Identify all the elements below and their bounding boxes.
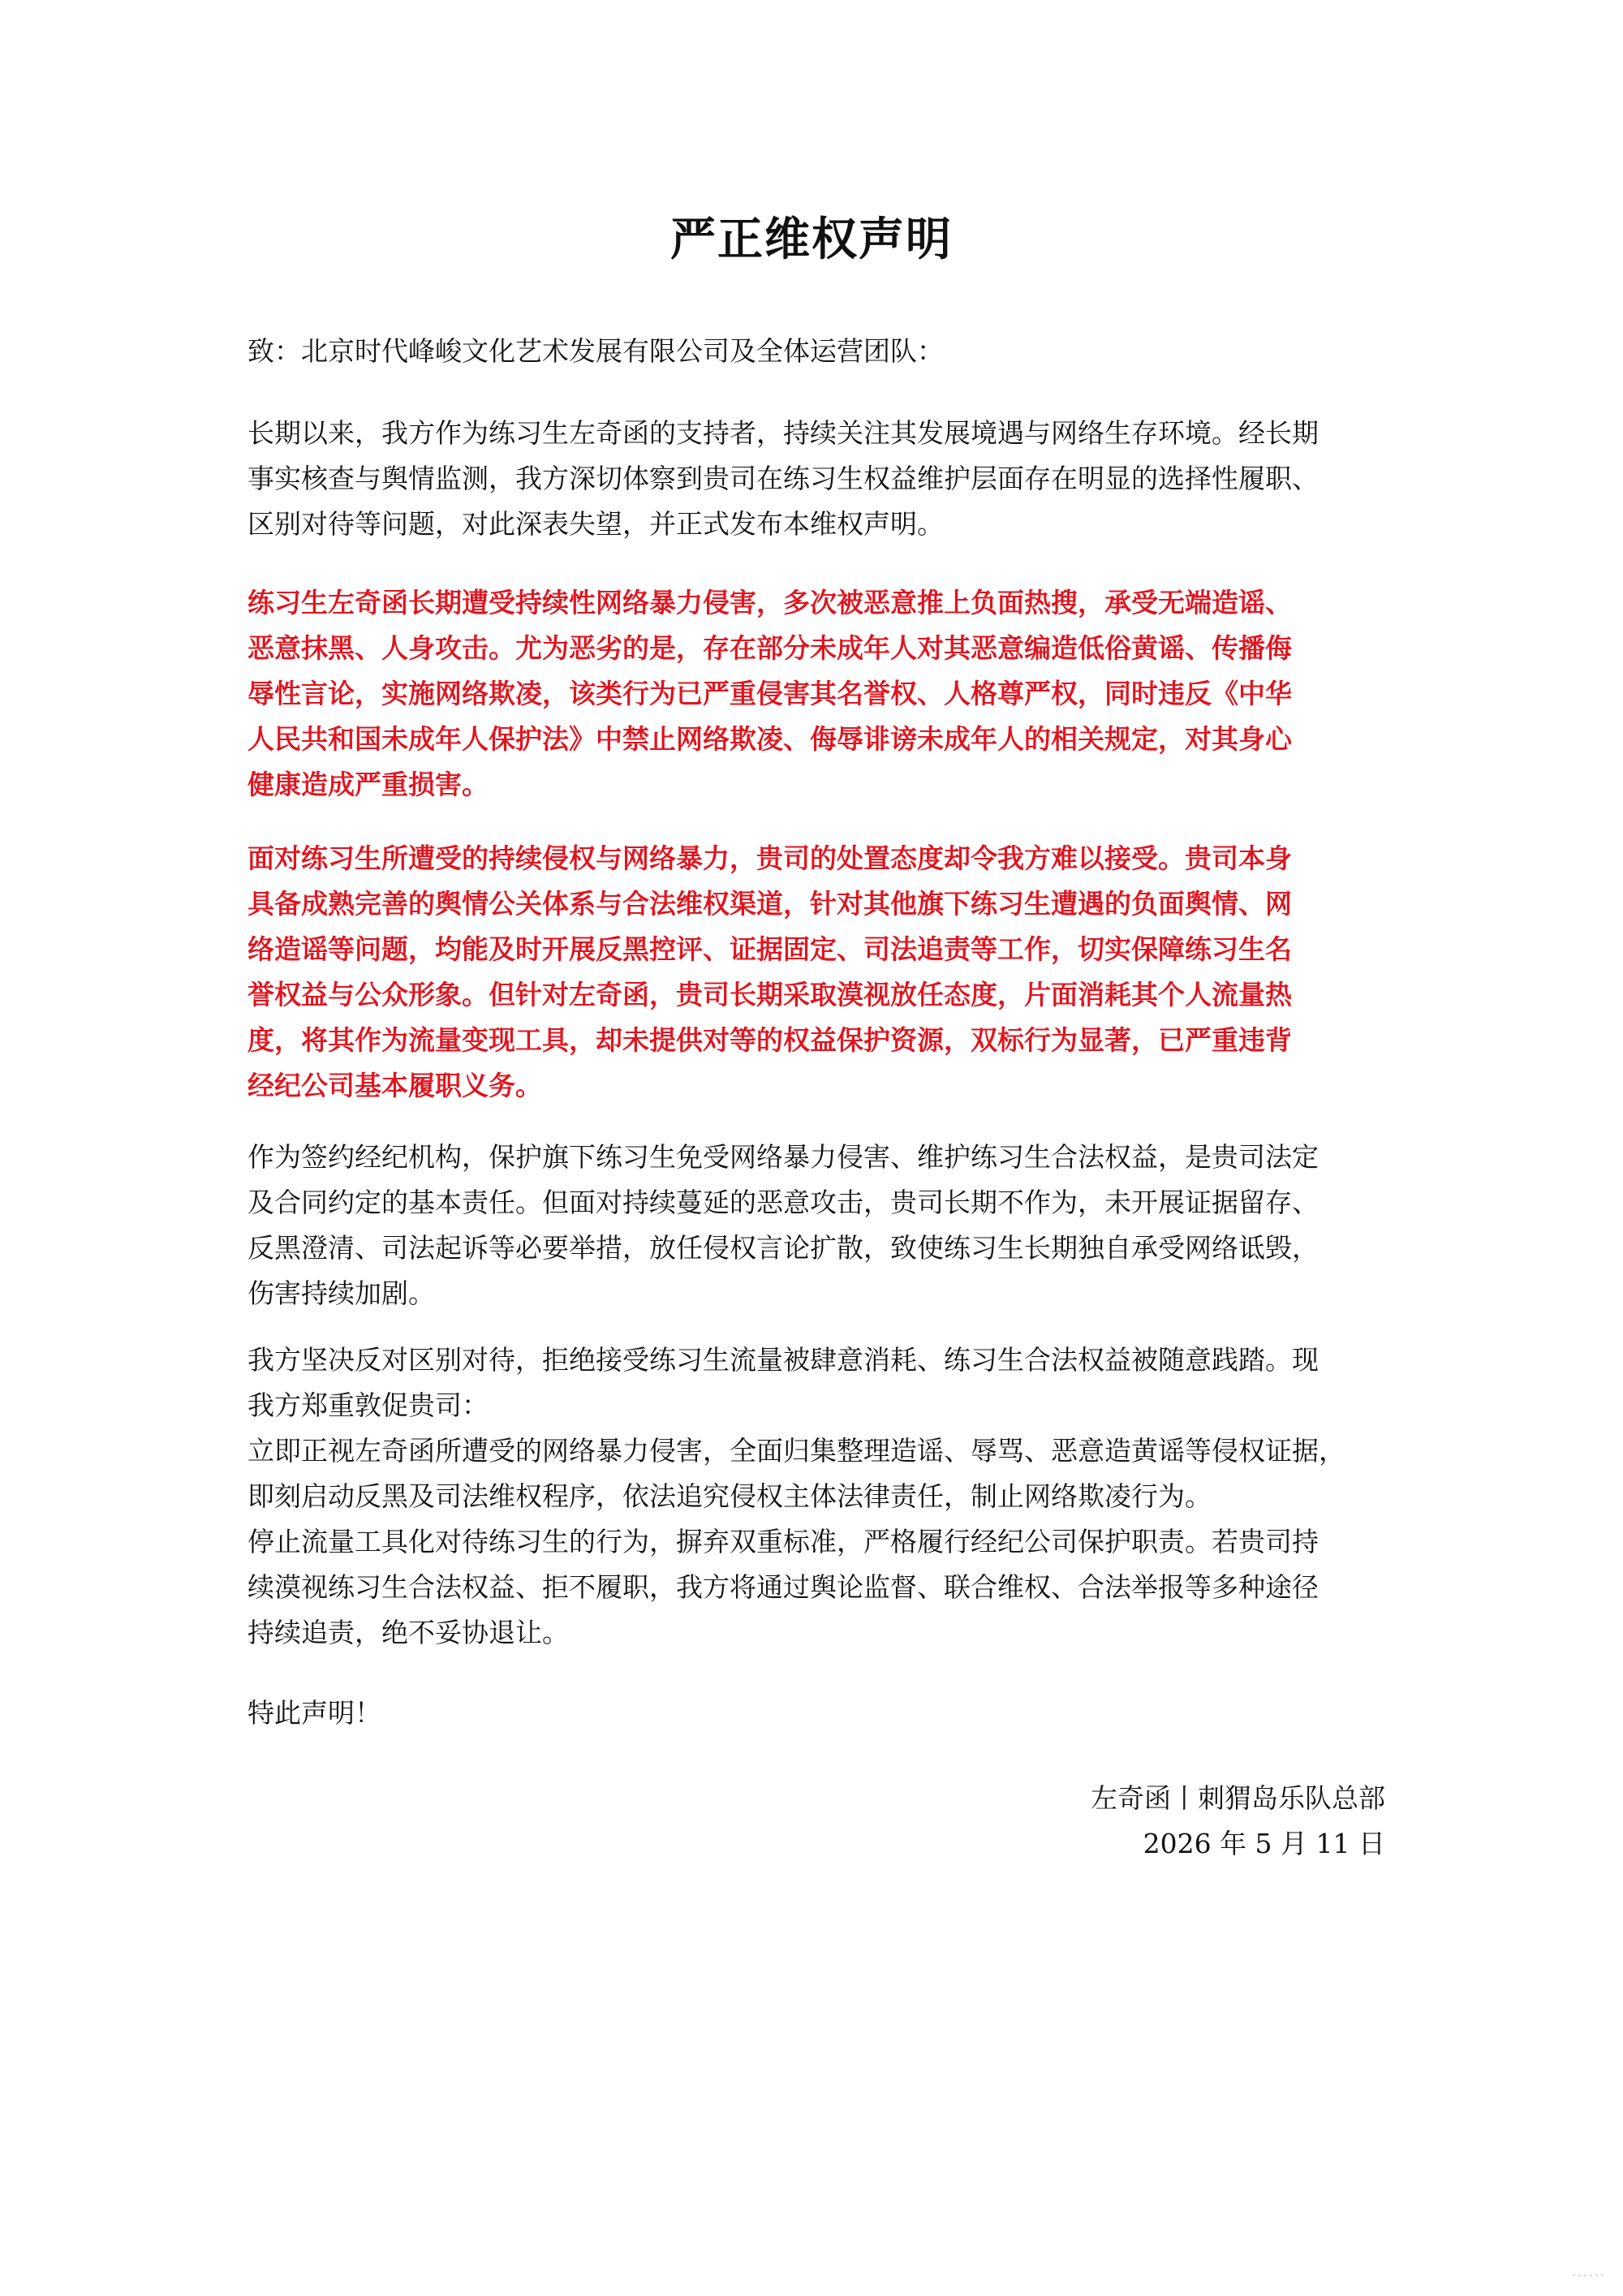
salutation-line: 致：北京时代峰峻文化艺术发展有限公司及全体运营团队： [248, 335, 944, 367]
paragraph-line: 经纪公司基本履职义务。 [248, 1070, 542, 1101]
paragraph-line: 我方郑重敦促贵司： [248, 1389, 489, 1421]
paragraph-line: 络造谣等问题，均能及时开展反黑控评、证据固定、司法追责等工作，切实保障练习生名 [248, 933, 1292, 965]
paragraph-double-standard-red [248, 836, 1390, 1109]
paragraph-demands [248, 1338, 1390, 1656]
paragraph-line: 我方坚决反对区别对待，拒绝接受练习生流量被肆意消耗、练习生合法权益被随意践踏。现 [248, 1344, 1319, 1376]
document-title: 严正维权声明 [670, 213, 953, 266]
closing-line: 特此声明！ [248, 1697, 381, 1729]
paragraph-line: 誉权益与公众形象。但针对左奇函，贵司长期采取漠视放任态度，片面消耗其个人流量热 [248, 979, 1292, 1010]
paragraph-intro [248, 411, 1390, 547]
paragraph-line: 长期以来，我方作为练习生左奇函的支持者，持续关注其发展境遇与网络生存环境。经长期 [248, 417, 1319, 449]
signature-block [1091, 1776, 1385, 1867]
paragraph-line: 人民共和国未成年人保护法》中禁止网络欺凌、侮辱诽谤未成年人的相关规定，对其身心 [248, 723, 1292, 755]
paragraph-line: 持续追责，绝不妥协退让。 [248, 1617, 569, 1648]
paragraph-line: 区别对待等问题，对此深表失望，并正式发布本维权声明。 [248, 508, 944, 540]
paragraph-line: 具备成熟完善的舆情公关体系与合法维权渠道，针对其他旗下练习生遭遇的负面舆情、网 [248, 888, 1292, 920]
paragraph-line: 辱性言论，实施网络欺凌，该类行为已严重侵害其名誉权、人格尊严权，同时违反《中华 [248, 678, 1292, 709]
paragraph-line: 停止流量工具化对待练习生的行为，摒弃双重标准，严格履行经纪公司保护职责。若贵司持 [248, 1526, 1319, 1557]
paragraph-line: 作为签约经纪机构，保护旗下练习生免受网络暴力侵害、维护练习生合法权益，是贵司法定 [248, 1141, 1319, 1173]
signature-date: 2026 年 5 月 11 日 [1143, 1828, 1385, 1859]
paragraph-line: 面对练习生所遭受的持续侵权与网络暴力，贵司的处置态度却令我方难以接受。贵司本身 [248, 842, 1292, 874]
paragraph-line: 反黑澄清、司法起诉等必要举措，放任侵权言论扩散，致使练习生长期独自承受网络诋毁， [248, 1232, 1319, 1264]
corner-watermark: ...... [1571, 2261, 1605, 2281]
signature-name: 左奇函丨刺猬岛乐队总部 [1091, 1782, 1385, 1814]
paragraph-line: 及合同约定的基本责任。但面对持续蔓延的恶意攻击，贵司长期不作为，未开展证据留存、 [248, 1187, 1319, 1218]
paragraph-line: 健康造成严重损害。 [248, 769, 489, 800]
paragraph-line: 度，将其作为流量变现工具，却未提供对等的权益保护资源，双标行为显著，已严重违背 [248, 1024, 1292, 1056]
closing [248, 1691, 1390, 1736]
paragraph-line: 立即正视左奇函所遭受的网络暴力侵害，全面归集整理造谣、辱骂、恶意造黄谣等侵权证据， [248, 1435, 1345, 1467]
salutation [248, 329, 1390, 374]
paragraph-line: 续漠视练习生合法权益、拒不履职，我方将通过舆论监督、联合维权、合法举报等多种途径 [248, 1571, 1319, 1603]
paragraph-line: 伤害持续加剧。 [248, 1277, 435, 1309]
paragraph-line: 即刻启动反黑及司法维权程序，依法追究侵权主体法律责任，制止网络欺凌行为。 [248, 1480, 1212, 1512]
paragraph-cyberbullying-red [248, 580, 1390, 808]
paragraph-responsibility [248, 1135, 1390, 1316]
paragraph-line: 练习生左奇函长期遭受持续性网络暴力侵害，多次被恶意推上负面热搜，承受无端造谣、 [248, 587, 1292, 618]
paragraph-line: 事实核查与舆情监测，我方深切体察到贵司在练习生权益维护层面存在明显的选择性履职、 [248, 463, 1319, 494]
paragraph-line: 恶意抹黑、人身攻击。尤为恶劣的是，存在部分未成年人对其恶意编造低俗黄谣、传播侮 [248, 632, 1292, 664]
